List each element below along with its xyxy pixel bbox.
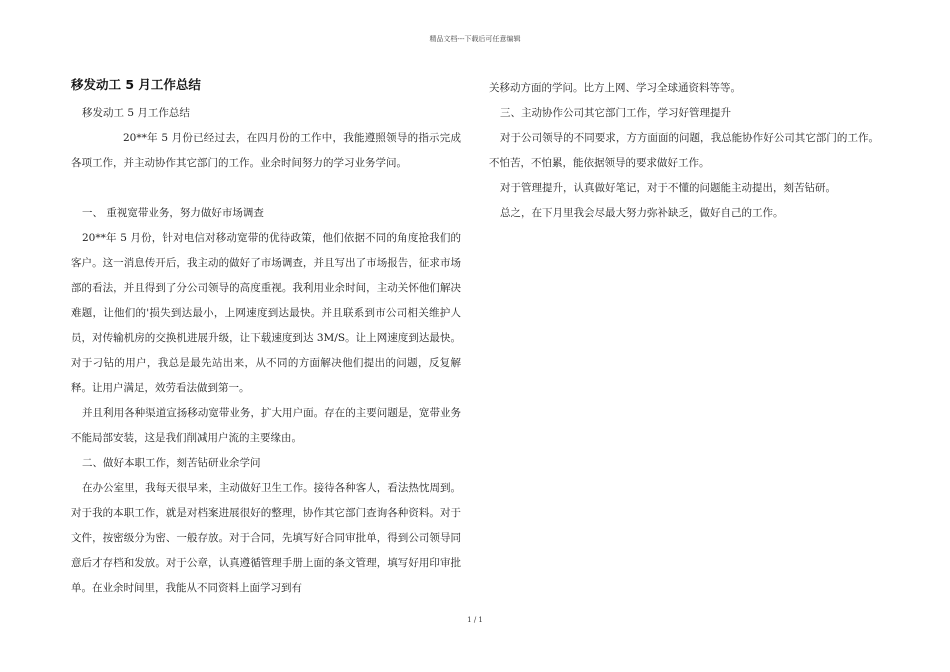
page-header: 精品文档---下载后可任意编辑: [429, 35, 521, 43]
body-paragraph: 关移动方面的学问。比方上网、学习全球通资料等等。: [489, 82, 741, 94]
body-paragraph: 在办公室里，我每天很早来，主动做好卫生工作。接待各种客人，看法热忱周到。对于我的本职工作，就是对档案进展很好的整理，协作其它部门查询各种资料。对于文件，按密级分为密、一般存放。对于合同，先填写好合同审批单，得到公司领导同意后才存档和发放。对于公章，认真遵循管理手册上面的条文管理，填写好用印审批单。在业余时间里，我能从不同资料上面学习到有: [71, 482, 461, 594]
body-paragraph: 对于公司领导的不同要求，方方面面的问题，我总能协作好公司其它部门的工作。不怕苦，不怕累，能依据领导的要求做好工作。: [489, 132, 879, 169]
section-heading-2: 二、做好本职工作，刻苦钻研业余学问: [82, 457, 261, 469]
body-paragraph: 对于管理提升，认真做好笔记，对于不懂的问题能主动提出，刻苦钻研。: [500, 182, 836, 194]
left-column: [71, 76, 461, 601]
conclusion-paragraph: 总之，在下月里我会尽最大努力弥补缺乏，做好自己的工作。: [500, 207, 784, 219]
body-paragraph: 20**年 5 月份，针对电信对移动宽带的优待政策，他们依据不同的角度抢我们的客户。这一消息传开后，我主动的做好了市场调查，并且写出了市场报告，征求市场部的看法，并且得到了分公司领导的高度重视。我利用业余时间，主动关怀他们解决难题，让他们的'损失到达最小，上网速度到达最快。并且联系到市公司相关维护人员，对传输机房的交换机进展升级，让下载速度到达 3M/S。让上网速度到达最快。对于刁钻的用户，我总是最先站出来，从不同的方面解决他们提出的问题，反复解释。让用户满足，效劳看法做到第一。: [71, 232, 461, 394]
paragraph-gap: [71, 176, 461, 201]
section-heading-3: 三、主动协作公司其它部门工作，学习好管理提升: [500, 107, 731, 119]
section-heading-1: 一、 重视宽带业务，努力做好市场调查: [82, 207, 264, 219]
right-column: [489, 76, 879, 226]
page-number: 1 / 1: [467, 616, 483, 624]
document-subtitle: 移发动工 5 月工作总结: [82, 107, 190, 119]
intro-paragraph: 20**年 5 月份已经过去，在四月份的工作中，我能遵照领导的指示完成各项工作，并主动协作其它部门的工作。业余时间努力的学习业务学问。: [71, 132, 461, 169]
body-paragraph: 并且利用各种渠道宣扬移动宽带业务，扩大用户面。存在的主要问题是，宽带业务不能局部安装，这是我们削减用户流的主要缘由。: [71, 407, 461, 444]
document-title: 移发动工 5 月工作总结: [71, 77, 201, 92]
